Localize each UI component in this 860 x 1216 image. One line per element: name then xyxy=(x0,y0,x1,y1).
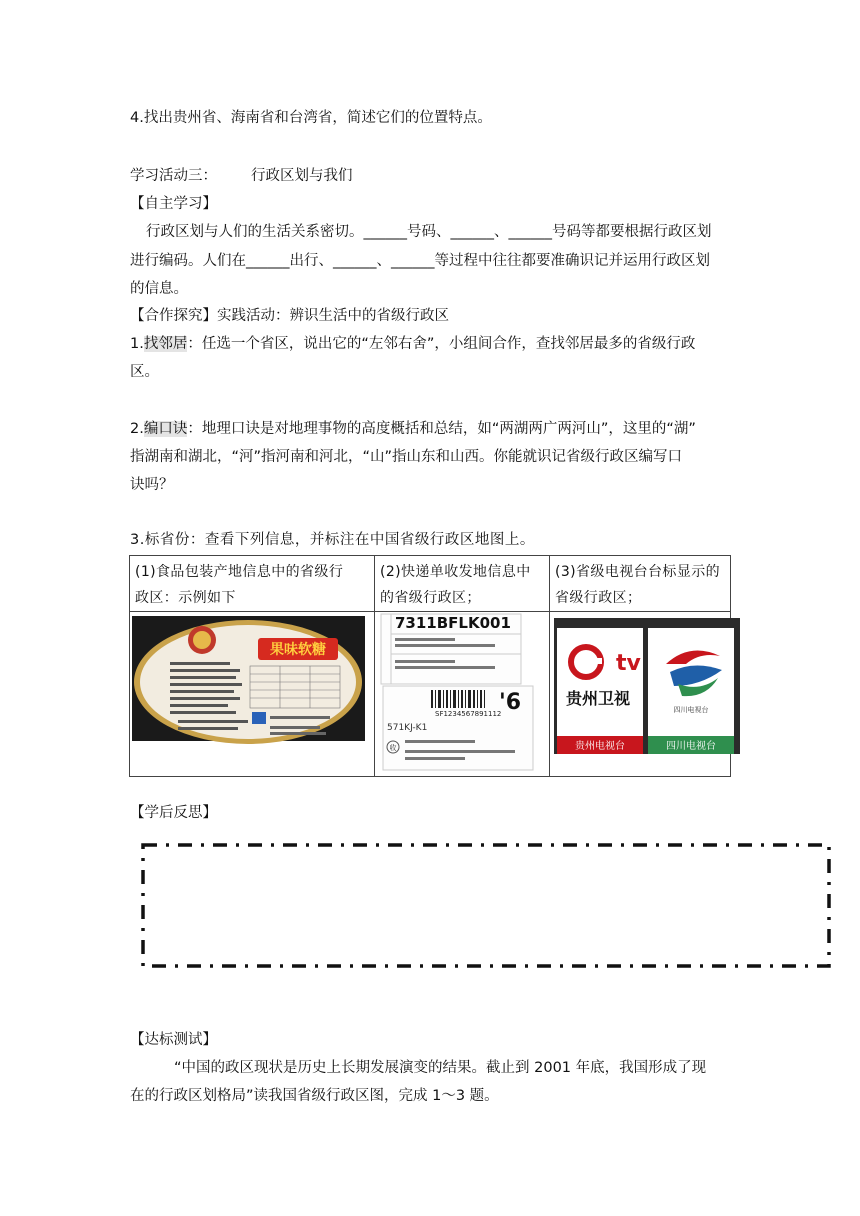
table-header-express xyxy=(375,556,550,612)
item-1-keyword: 找邻居 xyxy=(143,336,188,352)
express-code: 7311BFLK001 xyxy=(395,614,511,632)
sichuan-tv-label: 四川电视台 xyxy=(666,741,716,752)
table-header-express-line1: (2)快递单收发地信息中 xyxy=(380,564,531,580)
reflection-header: 【学后反思】 xyxy=(130,805,217,821)
express-receive-mark: 收 xyxy=(389,744,397,752)
test-paragraph-line-2: 在的行政区划格局”读我国省级行政区图，完成 1～3 题。 xyxy=(130,1088,499,1104)
item-1 xyxy=(130,334,695,354)
tv-logos-image xyxy=(550,612,745,772)
express-cell xyxy=(375,612,550,777)
table-header-tv-line2: 省级行政区； xyxy=(555,590,642,606)
question-4: 4.找出贵州省、海南省和台湾省，简述它们的位置特点。 xyxy=(130,110,492,126)
table-header-tv xyxy=(550,556,731,612)
table-header-food-line2: 政区：示例如下 xyxy=(135,590,236,606)
self-study-paragraph-line-3: 的信息。 xyxy=(130,281,188,297)
item-2-keyword: 编口诀 xyxy=(143,421,188,437)
activity-3-heading xyxy=(130,166,353,186)
item-2-number: 2. xyxy=(130,421,144,437)
table-header-express-line2: 的省级行政区； xyxy=(380,590,481,606)
self-study-header: 【自主学习】 xyxy=(130,196,217,212)
guizhou-tv-logo-text: 贵州卫视 xyxy=(565,689,631,708)
food-label-cell xyxy=(130,612,375,777)
table-header-tv-line1: (3)省级电视台台标显示的 xyxy=(555,564,721,580)
express-barcode-number: SF1234567891112 xyxy=(435,710,502,718)
item-1-text: ：任选一个省区，说出它的“左邻右舍”，小组间合作，查找邻居最多的省级行政 xyxy=(187,336,696,352)
tv-logo-cell xyxy=(550,612,731,777)
item-2-line-3: 诀吗？ xyxy=(130,477,174,493)
activity-3-title: 行政区划与我们 xyxy=(251,168,353,184)
activity-3-label: 学习活动三： xyxy=(130,168,217,184)
food-brand-text: 果味软糖 xyxy=(270,642,326,658)
express-route-code: 571KJ-K1 xyxy=(387,723,428,733)
guizhou-tv-text: tv xyxy=(616,651,641,676)
reflection-box[interactable] xyxy=(141,843,831,968)
express-waybill-image xyxy=(375,612,541,772)
self-study-paragraph-line-2: 进行编码。人们在______出行、______、______等过程中往往都要准确识记并运用行政区划 xyxy=(130,253,710,269)
guizhou-tv-label: 贵州电视台 xyxy=(575,741,625,752)
test-header: 【达标测试】 xyxy=(130,1032,217,1048)
item-2-line-2: 指湖南和湖北，“河”指河南和河北，“山”指山东和山西。你能就识记省级行政区编写口 xyxy=(130,449,683,465)
table-header-food-line1: (1)食品包装产地信息中的省级行 xyxy=(135,564,344,580)
item-1-number: 1. xyxy=(130,336,144,352)
express-big-digit: '6 xyxy=(499,690,522,715)
test-paragraph-line-1: “中国的政区现状是历史上长期发展演变的结果。截止到 2001 年底，我国形成了现 xyxy=(174,1060,707,1076)
item-2-text: ：地理口诀是对地理事物的高度概括和总结，如“两湖两广两河山”，这里的“湖” xyxy=(187,421,696,437)
item-3: 3.标省份：查看下列信息，并标注在中国省级行政区地图上。 xyxy=(130,532,535,548)
cooperate-header: 【合作探究】实践活动：辨识生活中的省级行政区 xyxy=(130,308,449,324)
item-1-continuation: 区。 xyxy=(130,364,159,380)
item-2 xyxy=(130,419,696,439)
food-label-image xyxy=(130,612,366,772)
info-table xyxy=(129,555,731,777)
table-header-food xyxy=(130,556,375,612)
self-study-paragraph-line-1: 行政区划与人们的生活关系密切。______号码、______、______号码等都要根据行政区划 xyxy=(146,224,712,240)
sichuan-tv-small-text: 四川电视台 xyxy=(673,706,709,714)
